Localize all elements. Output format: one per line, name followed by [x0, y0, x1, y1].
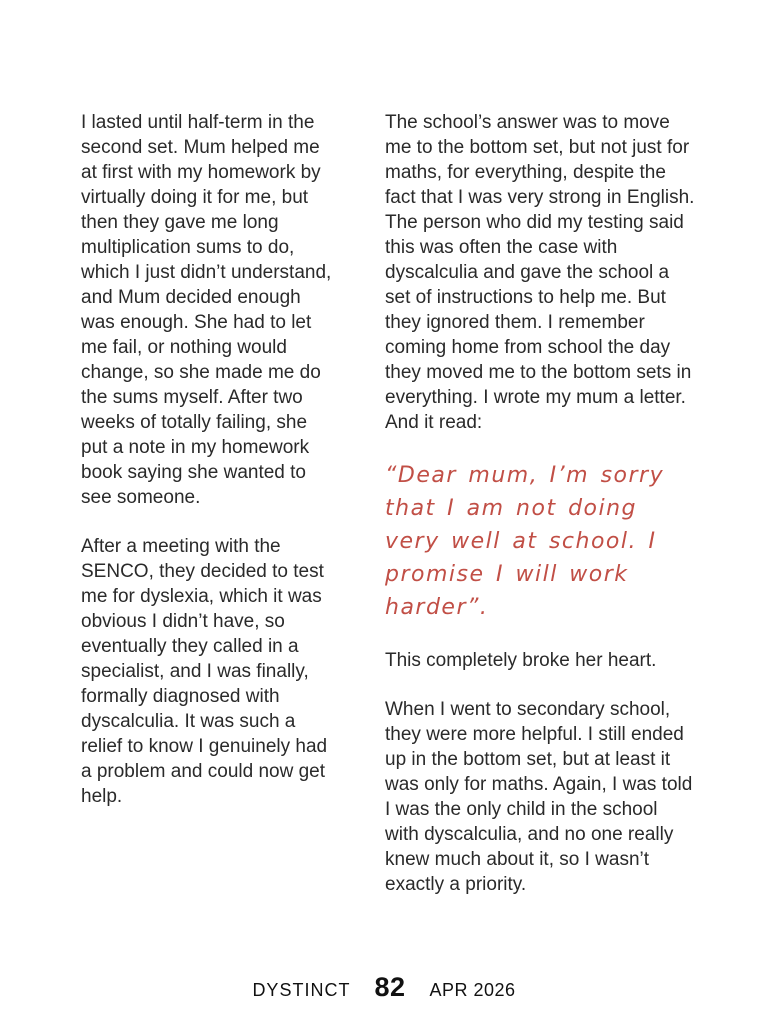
paragraph-secondary-school: When I went to secondary school, they were more helpful. I still ended up in the bottom set, but at least it was only for maths. Again, I was told I was the only child in the school with dyscalculia, and no one really knew much about it, so I wasn’t exactly a priority.: [385, 699, 693, 895]
article-body: [81, 110, 695, 897]
paragraph-bottom-set: The school’s answer was to move me to the bottom set, but not just for maths, for everything, despite the fact that I was very strong in English. The person who did my testing said this was often the case with dyscalculia and gave the school a set of instructions to help me. But they ignored them. I remember coming home from school the day they moved me to the bottom sets in everything. I wrote my mum a letter. And it read:: [385, 112, 695, 433]
issue-number: 82: [374, 972, 406, 1002]
right-column: [385, 110, 695, 897]
left-column: [81, 110, 333, 897]
issue-date: APR 2026: [429, 980, 516, 1000]
paragraph-broke-heart: This completely broke her heart.: [385, 650, 657, 671]
paragraph-senco-diagnosis: After a meeting with the SENCO, they decided to test me for dyslexia, which it was obvious I didn’t have, so eventually they called in a specialist, and I was finally, formally diagnosed with dyscalculia. It was such a relief to know I genuinely had a problem and could now get help.: [81, 536, 328, 807]
magazine-name: DYSTINCT: [252, 980, 351, 1000]
page-footer: [0, 972, 768, 1003]
paragraph-half-term: I lasted until half-term in the second set. Mum helped me at first with my homework by virtually doing it for me, but then they gave me long multiplication sums to do, which I just didn’t understand, and Mum decided enough was enough. She had to let me fail, or nothing would change, so she made me do the sums myself. After two weeks of totally failing, she put a note in my homework book saying she wanted to see someone.: [81, 112, 332, 508]
handwritten-quote: “Dear mum, I’m sorry that I am not doing very well at school. I promise I will work harder”.: [385, 463, 665, 620]
